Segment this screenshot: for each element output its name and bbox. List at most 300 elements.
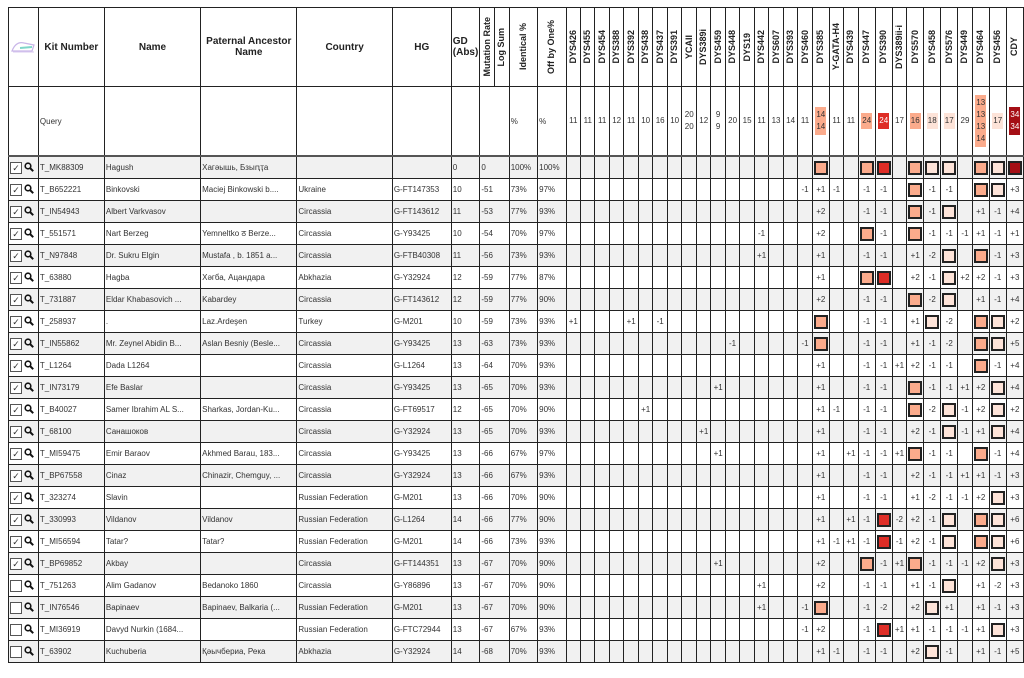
marker-swatch [1008, 161, 1022, 175]
marker-header-dys464[interactable] [972, 8, 989, 87]
name-cell: Vildanov [104, 509, 200, 531]
marker-diff-cell [740, 311, 755, 333]
marker-diff-cell [989, 619, 1006, 641]
marker-diff-cell [667, 289, 682, 311]
off-by-one-cell: 97% [538, 179, 566, 201]
marker-header-dys449[interactable] [958, 8, 973, 87]
marker-diff-cell [740, 333, 755, 355]
marker-diff-cell [566, 267, 580, 289]
marker-diff-cell: +1 [892, 553, 907, 575]
magnifier-icon[interactable] [24, 646, 34, 658]
marker-header-dys607[interactable] [769, 8, 784, 87]
marker-diff-cell [972, 333, 989, 355]
marker-diff-cell [653, 465, 668, 487]
marker-diff-cell [924, 156, 941, 179]
marker-label: DYS389i [698, 28, 709, 66]
magnifier-icon[interactable] [24, 206, 34, 218]
query-value: 24 [878, 113, 889, 129]
log-sum-cell: 0 [480, 156, 509, 179]
kit-number-cell[interactable]: T_IN76546 [38, 597, 104, 619]
marker-diff-cell [595, 619, 609, 641]
marker-diff-cell [989, 487, 1006, 509]
marker-diff-cell: -1 [941, 465, 958, 487]
kit-number-cell[interactable]: T_N97848 [38, 245, 104, 267]
select-checkbox[interactable]: ✓ [10, 514, 22, 526]
select-checkbox[interactable]: ✓ [10, 250, 22, 262]
row-actions [9, 619, 39, 641]
country-cell: Ukraine [297, 179, 392, 201]
magnifier-icon[interactable] [24, 272, 34, 284]
name-cell: Cinaz [104, 465, 200, 487]
marker-diff-cell: +2 [907, 509, 924, 531]
marker-header-dys385[interactable] [812, 8, 829, 87]
kit-number-cell[interactable]: T_BP67558 [38, 465, 104, 487]
marker-diff-cell: -1 [989, 355, 1006, 377]
marker-swatch [942, 403, 956, 417]
kit-number-cell[interactable]: T_751263 [38, 575, 104, 597]
marker-swatch [991, 183, 1005, 197]
marker-header-dys390[interactable] [875, 8, 892, 87]
marker-header-dys19[interactable] [740, 8, 755, 87]
marker-diff-cell [711, 487, 725, 509]
marker-diff-cell [682, 619, 697, 641]
marker-diff-cell [829, 553, 843, 575]
select-checkbox[interactable]: ✓ [10, 382, 22, 394]
magnifier-icon[interactable] [24, 558, 34, 570]
marker-header-dys442[interactable] [754, 8, 768, 87]
table-row [9, 421, 1024, 443]
marker-diff-cell: -1 [858, 597, 875, 619]
marker-diff-cell [653, 575, 668, 597]
identical-cell: 70% [509, 421, 537, 443]
mutation-rate-header[interactable] [480, 8, 495, 87]
marker-header-dys447[interactable] [858, 8, 875, 87]
log-sum-cell: -64 [480, 355, 509, 377]
marker-header-dys576[interactable] [941, 8, 958, 87]
genetic-distance-cell: 10 [451, 311, 480, 333]
query-marker-value [740, 87, 755, 157]
marker-diff-cell [609, 597, 624, 619]
marker-diff-cell [798, 509, 812, 531]
log-sum-cell: -66 [480, 465, 509, 487]
marker-diff-cell [624, 377, 638, 399]
row-actions [9, 311, 39, 333]
off-by-one-cell: 97% [538, 443, 566, 465]
country-cell: Circassia [297, 443, 392, 465]
marker-header-dys455[interactable] [581, 8, 595, 87]
country-cell: Abkhazia [297, 641, 392, 663]
marker-diff-cell [624, 619, 638, 641]
marker-diff-cell [844, 619, 858, 641]
paternal-ancestor-cell: Bedanoko 1860 [201, 575, 297, 597]
marker-diff-cell [653, 223, 668, 245]
kit-number-cell[interactable]: T_MI59475 [38, 443, 104, 465]
magnifier-icon[interactable] [24, 580, 34, 592]
genetic-distance-cell: 13 [451, 597, 480, 619]
kit-number-cell[interactable]: T_63902 [38, 641, 104, 663]
kit-number-cell[interactable]: T_IN54943 [38, 201, 104, 223]
select-checkbox[interactable]: ✓ [10, 536, 22, 548]
marker-diff-cell [696, 553, 711, 575]
marker-diff-cell [844, 289, 858, 311]
marker-diff-cell: +1 [566, 311, 580, 333]
country-cell: Russian Federation [297, 531, 392, 553]
marker-header-y-gata-h4[interactable] [829, 8, 843, 87]
magnifier-icon[interactable] [24, 536, 34, 548]
query-marker-value [798, 87, 812, 157]
marker-diff-cell: -1 [858, 311, 875, 333]
marker-header-dys391[interactable] [667, 8, 682, 87]
select-checkbox[interactable]: ✓ [10, 316, 22, 328]
marker-swatch [877, 535, 891, 549]
marker-diff-cell [924, 311, 941, 333]
marker-diff-cell [989, 179, 1006, 201]
log-sum-cell: -59 [480, 289, 509, 311]
table-row [9, 223, 1024, 245]
identical-header[interactable] [509, 8, 537, 87]
gd-header[interactable]: GD (Abs) [451, 8, 480, 87]
marker-diff-cell: +1 [1006, 223, 1023, 245]
marker-diff-cell [769, 553, 784, 575]
marker-diff-cell: -1 [924, 179, 941, 201]
kit-number-cell[interactable]: T_MI56594 [38, 531, 104, 553]
marker-label: DYS437 [654, 30, 665, 64]
marker-diff-cell [609, 509, 624, 531]
marker-diff-cell [711, 267, 725, 289]
country-cell: Circassia [297, 465, 392, 487]
marker-diff-cell [958, 179, 973, 201]
marker-diff-cell [740, 355, 755, 377]
marker-diff-cell: +3 [1006, 267, 1023, 289]
marker-diff-cell: -2 [875, 597, 892, 619]
query-marker-value [682, 87, 697, 157]
marker-diff-cell [682, 311, 697, 333]
paternal-ancestor-cell: Laz.Ardeşen [201, 311, 297, 333]
marker-diff-cell [989, 553, 1006, 575]
marker-diff-cell: -1 [924, 377, 941, 399]
marker-diff-cell: +6 [1006, 531, 1023, 553]
off-by-one-header[interactable] [538, 8, 566, 87]
marker-diff-cell: -1 [858, 355, 875, 377]
marker-diff-cell [769, 597, 784, 619]
marker-diff-cell [1006, 156, 1023, 179]
query-marker-value [653, 87, 668, 157]
magnifier-icon[interactable] [24, 316, 34, 328]
marker-swatch [974, 161, 988, 175]
name-cell: Санашоков [104, 421, 200, 443]
query-marker-value [892, 87, 907, 157]
marker-swatch [942, 535, 956, 549]
marker-header-dys439[interactable] [844, 8, 858, 87]
select-checkbox[interactable]: ✓ [10, 338, 22, 350]
row-actions [9, 597, 39, 619]
marker-header-dys389i[interactable] [696, 8, 711, 87]
kit-number-cell[interactable]: T_B652221 [38, 179, 104, 201]
select-checkbox[interactable]: ✓ [10, 470, 22, 482]
marker-diff-cell: +3 [1006, 487, 1023, 509]
marker-diff-cell [892, 156, 907, 179]
marker-diff-cell [754, 531, 768, 553]
marker-diff-cell: -1 [875, 179, 892, 201]
marker-diff-cell [682, 179, 697, 201]
identical-cell: 77% [509, 201, 537, 223]
marker-header-dys570[interactable] [907, 8, 924, 87]
country-cell: Russian Federation [297, 619, 392, 641]
select-checkbox[interactable]: ✓ [10, 492, 22, 504]
marker-diff-cell: +1 [958, 377, 973, 399]
haplogroup-cell: G-Y32924 [392, 641, 451, 663]
marker-diff-cell: -1 [924, 465, 941, 487]
marker-diff-cell: +1 [844, 509, 858, 531]
haplogroup-cell: G-M201 [392, 531, 451, 553]
select-checkbox[interactable]: ✓ [10, 360, 22, 372]
mutation-rate-label: Mutation Rate [481, 17, 492, 77]
magnifier-icon[interactable] [24, 360, 34, 372]
marker-header-dys426[interactable] [566, 8, 580, 87]
paternal-ancestor-header[interactable]: Paternal Ancestor Name [201, 8, 297, 87]
marker-diff-cell: +1 [907, 311, 924, 333]
marker-header-dys388[interactable] [609, 8, 624, 87]
marker-diff-cell [566, 399, 580, 421]
marker-diff-cell [829, 421, 843, 443]
query-empty [392, 87, 451, 157]
genetic-distance-cell: 12 [451, 399, 480, 421]
marker-diff-cell [844, 553, 858, 575]
marker-swatch [908, 447, 922, 461]
kit-number-cell[interactable]: T_330993 [38, 509, 104, 531]
log-sum-cell: -65 [480, 399, 509, 421]
magnifier-icon[interactable] [24, 404, 34, 416]
marker-diff-cell: -1 [924, 509, 941, 531]
kit-number-cell[interactable]: T_BP69852 [38, 553, 104, 575]
marker-header-dys437[interactable] [653, 8, 668, 87]
magnifier-icon[interactable] [24, 250, 34, 262]
magnifier-icon[interactable] [24, 602, 34, 614]
marker-diff-cell [581, 179, 595, 201]
marker-diff-cell [711, 179, 725, 201]
marker-diff-cell [696, 575, 711, 597]
kit-number-cell[interactable]: T_731887 [38, 289, 104, 311]
magnifier-icon[interactable] [24, 228, 34, 240]
marker-diff-cell [972, 509, 989, 531]
kit-number-header[interactable]: Kit Number [38, 8, 104, 87]
marker-diff-cell [754, 553, 768, 575]
table-row [9, 201, 1024, 223]
marker-diff-cell [581, 399, 595, 421]
magnifier-icon[interactable] [24, 492, 34, 504]
marker-diff-cell [769, 421, 784, 443]
marker-diff-cell: -1 [875, 399, 892, 421]
select-checkbox[interactable] [10, 646, 22, 658]
marker-diff-cell [653, 597, 668, 619]
marker-header-dys393[interactable] [783, 8, 798, 87]
marker-diff-cell: -1 [941, 377, 958, 399]
marker-header-dys460[interactable] [798, 8, 812, 87]
kit-number-cell[interactable]: T_63880 [38, 267, 104, 289]
off-by-one-cell: 93% [538, 619, 566, 641]
magnifier-icon[interactable] [24, 162, 34, 174]
magnifier-icon[interactable] [24, 184, 34, 196]
name-header[interactable]: Name [104, 8, 200, 87]
kit-number-cell[interactable]: T_L1264 [38, 355, 104, 377]
country-cell: Circassia [297, 201, 392, 223]
marker-diff-cell: +1 [754, 245, 768, 267]
marker-diff-cell [754, 267, 768, 289]
marker-diff-cell [989, 509, 1006, 531]
marker-diff-cell [638, 355, 653, 377]
marker-diff-cell [740, 597, 755, 619]
select-checkbox[interactable]: ✓ [10, 162, 22, 174]
marker-swatch [974, 447, 988, 461]
marker-diff-cell [798, 421, 812, 443]
marker-diff-cell [844, 355, 858, 377]
kit-number-cell[interactable]: T_551571 [38, 223, 104, 245]
select-checkbox[interactable] [10, 580, 22, 592]
marker-diff-cell: -2 [989, 575, 1006, 597]
magnifier-icon[interactable] [24, 470, 34, 482]
paternal-ancestor-cell [201, 377, 297, 399]
row-actions [9, 289, 39, 311]
kit-number-cell[interactable]: T_IN55862 [38, 333, 104, 355]
marker-header-cdy[interactable] [1006, 8, 1023, 87]
paternal-ancestor-cell [201, 201, 297, 223]
magnifier-icon[interactable] [24, 624, 34, 636]
marker-diff-cell [711, 355, 725, 377]
kit-number-cell[interactable]: T_258937 [38, 311, 104, 333]
query-empty [104, 87, 200, 157]
marker-diff-cell: +4 [1006, 355, 1023, 377]
marker-label: DYS576 [943, 30, 954, 64]
marker-diff-cell: -2 [924, 289, 941, 311]
marker-diff-cell [941, 421, 958, 443]
marker-diff-cell [769, 443, 784, 465]
row-actions [9, 333, 39, 355]
magnifier-icon[interactable] [24, 448, 34, 460]
marker-diff-cell [638, 443, 653, 465]
marker-swatch [991, 381, 1005, 395]
marker-diff-cell [941, 531, 958, 553]
marker-swatch [942, 161, 956, 175]
marker-diff-cell [829, 223, 843, 245]
marker-diff-cell [653, 377, 668, 399]
magnifier-icon[interactable] [24, 426, 34, 438]
marker-header-dys458[interactable] [924, 8, 941, 87]
kit-number-cell[interactable]: T_323274 [38, 487, 104, 509]
magnifier-icon[interactable] [24, 338, 34, 350]
marker-header-dys454[interactable] [595, 8, 609, 87]
marker-diff-cell [711, 597, 725, 619]
haplogroup-cell: G-M201 [392, 311, 451, 333]
marker-diff-cell [595, 465, 609, 487]
row-actions [9, 465, 39, 487]
marker-header-dys448[interactable] [725, 8, 740, 87]
select-checkbox[interactable]: ✓ [10, 272, 22, 284]
marker-diff-cell [725, 641, 740, 663]
marker-diff-cell [972, 179, 989, 201]
marker-diff-cell [740, 399, 755, 421]
marker-header-ycaii[interactable] [682, 8, 697, 87]
marker-diff-cell: +2 [958, 267, 973, 289]
marker-diff-cell [798, 267, 812, 289]
marker-label: DYS454 [596, 30, 607, 64]
marker-swatch [860, 161, 874, 175]
marker-diff-cell: +1 [812, 355, 829, 377]
marker-diff-cell [595, 443, 609, 465]
marker-diff-cell [566, 333, 580, 355]
table-row [9, 355, 1024, 377]
marker-diff-cell [624, 597, 638, 619]
marker-diff-cell [875, 619, 892, 641]
haplogroup-cell [392, 156, 451, 179]
select-checkbox[interactable]: ✓ [10, 426, 22, 438]
marker-diff-cell [941, 245, 958, 267]
country-header[interactable]: Country [297, 8, 392, 87]
name-cell: . [104, 311, 200, 333]
hg-header[interactable]: HG [392, 8, 451, 87]
log-sum-cell: -67 [480, 619, 509, 641]
query-value: 18 [927, 113, 938, 129]
marker-label: DYS460 [799, 30, 810, 64]
marker-diff-cell [638, 289, 653, 311]
kit-number-cell[interactable]: T_MI36919 [38, 619, 104, 641]
marker-diff-cell: -1 [989, 443, 1006, 465]
select-checkbox[interactable] [10, 602, 22, 614]
marker-diff-cell [829, 575, 843, 597]
query-value: 13 [771, 116, 781, 125]
kit-number-cell[interactable]: T_B40027 [38, 399, 104, 421]
marker-diff-cell [829, 311, 843, 333]
marker-diff-cell [989, 421, 1006, 443]
select-checkbox[interactable]: ✓ [10, 404, 22, 416]
kit-number-cell[interactable]: T_IN73179 [38, 377, 104, 399]
marker-diff-cell [667, 597, 682, 619]
marker-diff-cell [682, 333, 697, 355]
query-value: 9 9 [715, 110, 721, 131]
marker-diff-cell: +1 [812, 465, 829, 487]
kit-number-cell[interactable]: T_68100 [38, 421, 104, 443]
marker-diff-cell [892, 399, 907, 421]
select-checkbox[interactable]: ✓ [10, 206, 22, 218]
magnifier-icon[interactable] [24, 294, 34, 306]
marker-diff-cell [609, 443, 624, 465]
kit-number-cell[interactable]: T_MK88309 [38, 156, 104, 179]
marker-diff-cell [725, 311, 740, 333]
name-cell: Akbay [104, 553, 200, 575]
marker-header-dys456[interactable] [989, 8, 1006, 87]
select-checkbox[interactable]: ✓ [10, 558, 22, 570]
marker-swatch [942, 249, 956, 263]
table-row [9, 399, 1024, 421]
query-value: 34 34 [1009, 107, 1020, 135]
name-cell: Bapinaev [104, 597, 200, 619]
marker-header-dys438[interactable] [638, 8, 653, 87]
magnifier-icon[interactable] [24, 514, 34, 526]
marker-diff-cell [754, 156, 768, 179]
select-checkbox[interactable]: ✓ [10, 294, 22, 306]
select-checkbox[interactable]: ✓ [10, 448, 22, 460]
marker-diff-cell [595, 509, 609, 531]
marker-header-dys392[interactable] [624, 8, 638, 87]
select-checkbox[interactable] [10, 624, 22, 636]
marker-header-dys389ii-i[interactable] [892, 8, 907, 87]
magnifier-icon[interactable] [24, 382, 34, 394]
select-checkbox[interactable]: ✓ [10, 184, 22, 196]
log-sum-header[interactable] [495, 8, 510, 87]
marker-header-dys459[interactable] [711, 8, 725, 87]
select-checkbox[interactable]: ✓ [10, 228, 22, 240]
marker-diff-cell [783, 465, 798, 487]
marker-diff-cell [653, 267, 668, 289]
